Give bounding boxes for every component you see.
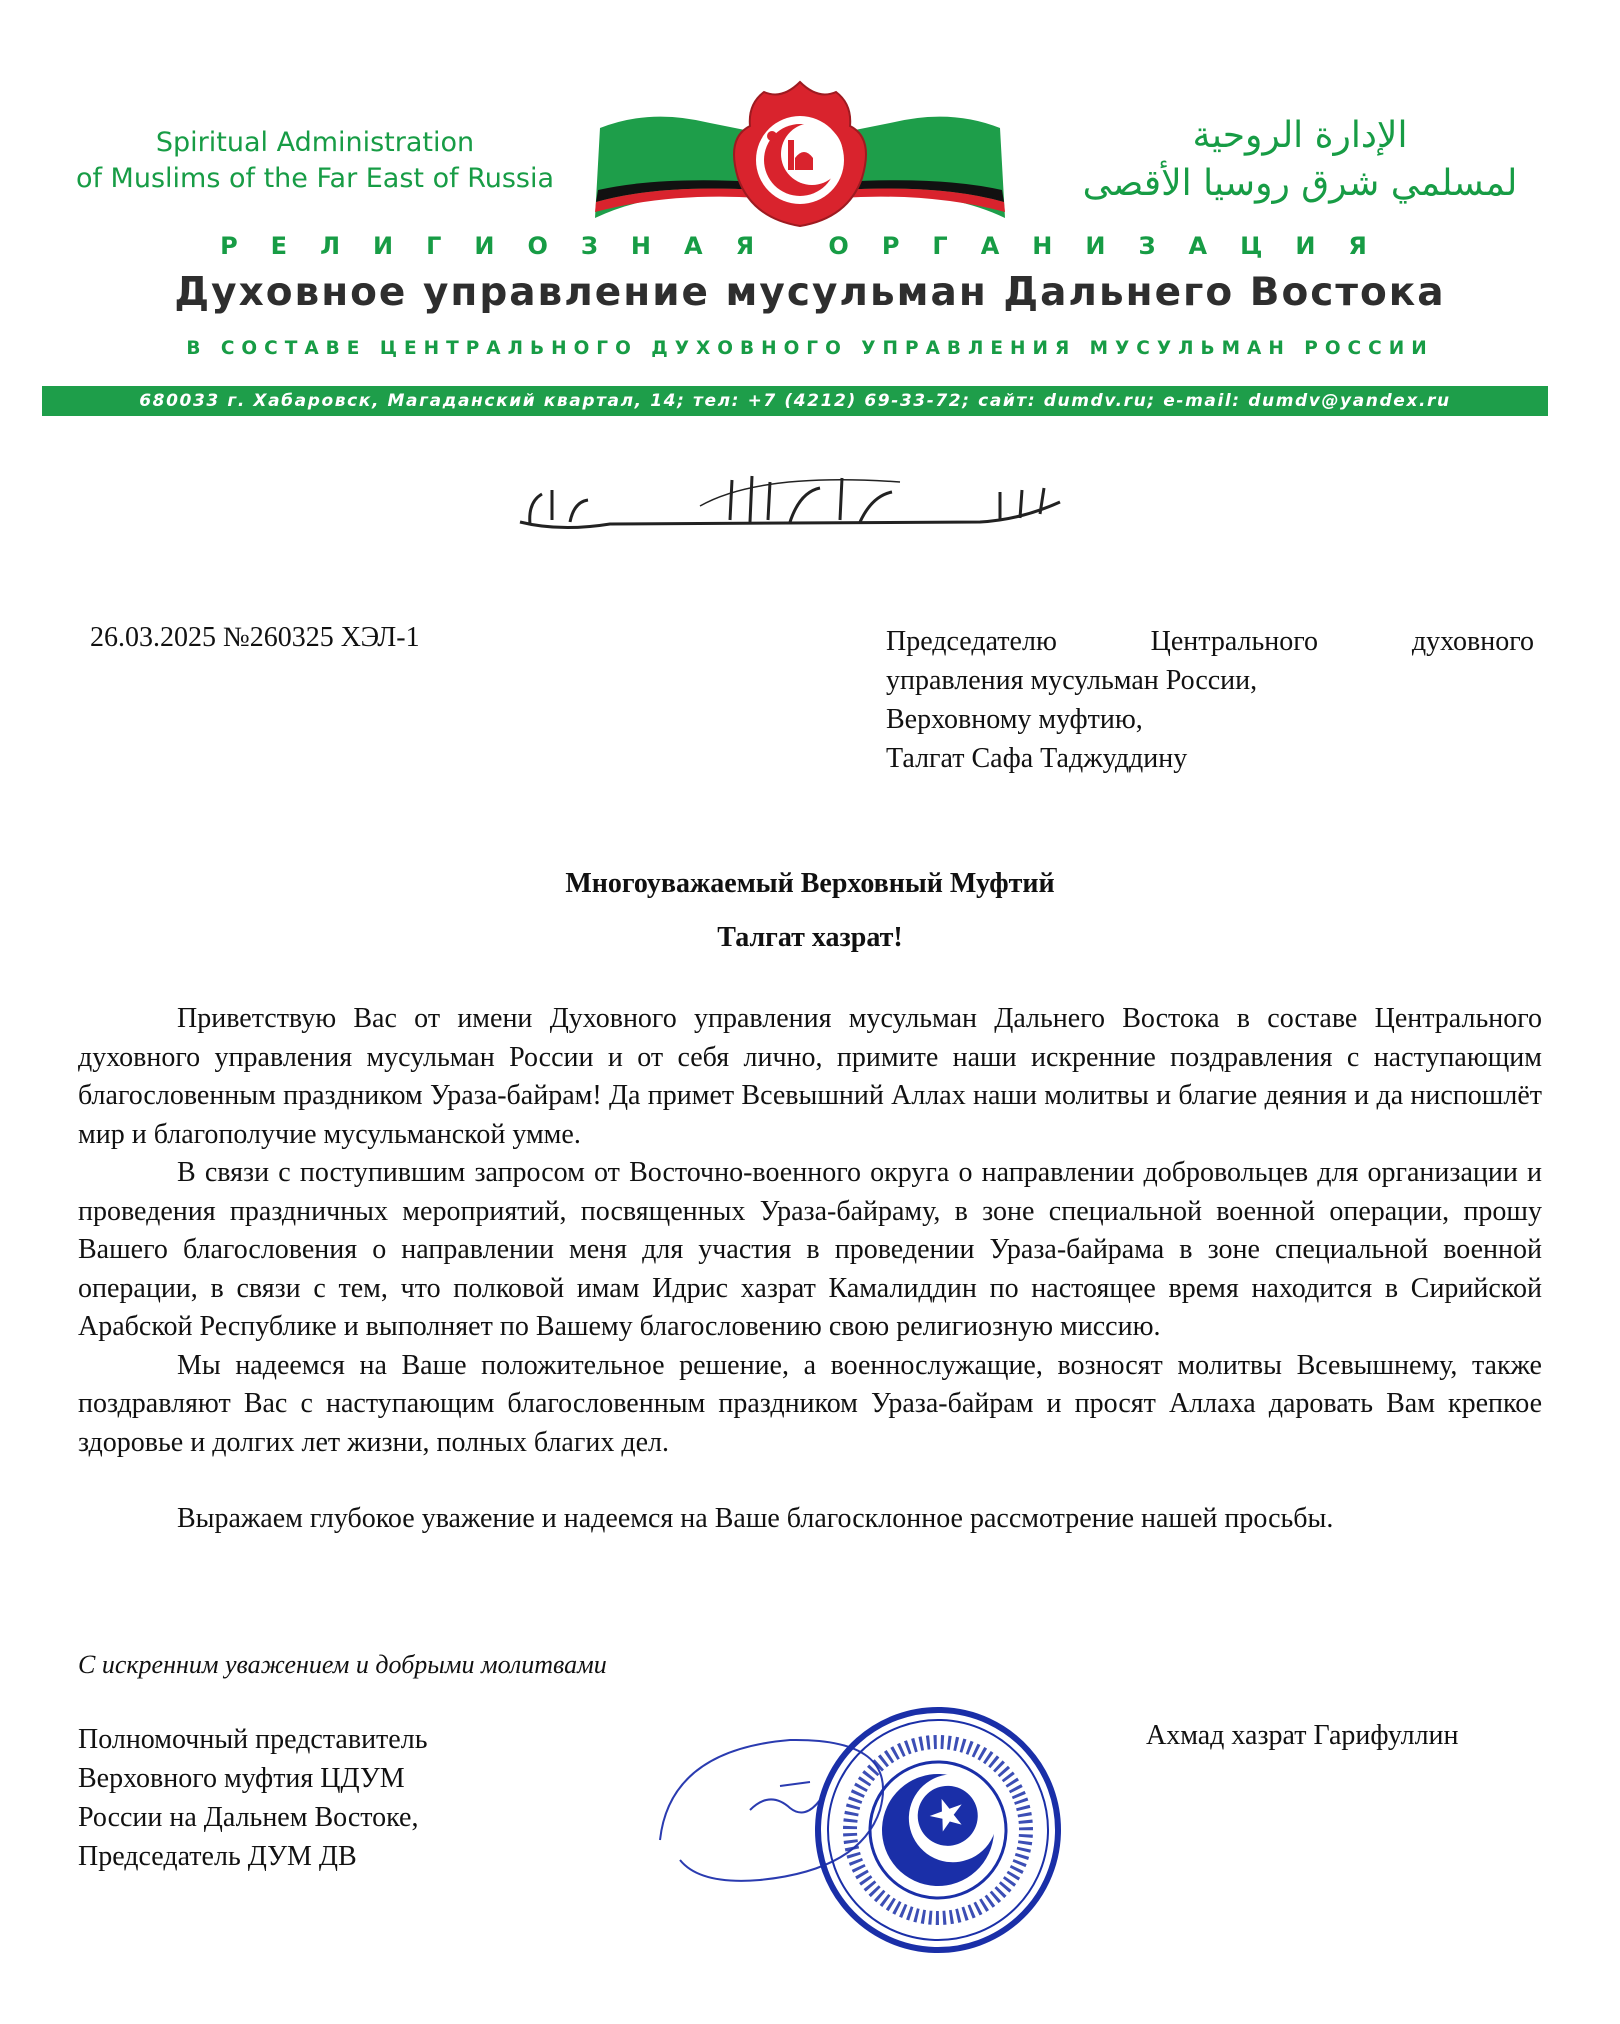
official-stamp bbox=[640, 1690, 1100, 1970]
signer-title-line: Полномочный представитель bbox=[78, 1724, 428, 1755]
english-org-name-line-1: Spiritual Administration bbox=[155, 127, 475, 158]
signer-title-line: Верховного муфтия ЦДУМ bbox=[78, 1763, 405, 1794]
signer-title-line: России на Дальнем Востоке, bbox=[78, 1802, 419, 1833]
signer-title bbox=[78, 1720, 427, 1876]
arabic-org-name-line-1: الإدارة الروحية bbox=[1192, 115, 1408, 156]
arabic-org-name bbox=[1030, 112, 1570, 208]
body-paragraph: Выражаем глубокое уважение и надеемся на Ваше благосклонное рассмотрение нашей просьбы. bbox=[177, 1503, 1334, 1534]
english-org-name bbox=[50, 125, 580, 197]
addressee-line: Верховному муфтию, bbox=[886, 704, 1143, 735]
addressee-block bbox=[886, 622, 1534, 778]
salutation-line-1: Многоуважаемый Верховный Муфтий bbox=[565, 868, 1055, 899]
org-subtitle: В СОСТАВЕ ЦЕНТРАЛЬНОГО ДУХОВНОГО УПРАВЛЕНИЯ МУСУЛЬМАН РОССИИ bbox=[186, 338, 1434, 359]
basmala-calligraphy bbox=[500, 462, 1100, 552]
address-bar bbox=[42, 386, 1548, 416]
signature-mark bbox=[660, 1740, 883, 1881]
signer-title-line: Председатель ДУМ ДВ bbox=[78, 1841, 357, 1872]
body-paragraph: Приветствую Вас от имени Духовного управления мусульман Дальнего Востока в составе Центрального духовного управления мусульман России и от себя лично, примите наши искренние поздравления с наступающим благословенным праздником Ураза-байрам! Да примет Всевышний Аллах наши молитвы и благие деяния и да ниспошлёт мир и благополучие мусульманской умме. bbox=[78, 1003, 1542, 1150]
document-reference: 26.03.2025 №260325 ХЭЛ-1 bbox=[90, 622, 420, 653]
emblem-logo bbox=[590, 78, 1010, 228]
signer-name: Ахмад хазрат Гарифуллин bbox=[1146, 1720, 1459, 1751]
org-type-label: РЕЛИГИОЗНАЯ ОРГАНИЗАЦИЯ bbox=[220, 232, 1400, 260]
addressee-line: Председателю Центрального духовного bbox=[886, 626, 1534, 657]
salutation-line-2: Талгат хазрат! bbox=[717, 922, 903, 953]
addressee-line: Талгат Сафа Таджуддину bbox=[886, 743, 1188, 774]
body-paragraph: В связи с поступившим запросом от Восточно-военного округа о направлении добровольцев для организации и проведения праздничных мероприятий, посвященных Ураза-байраму, в зоне специальной военной операции, прошу Вашего благословения о направлении меня для участия в проведении Ураза-байрама в зоне специальной военной операции, в связи с тем, что полковой имам Идрис хазрат Камалиддин по настоящее время находится в Сирийской Арабской Республике и выполняет по Вашему благословению свою религиозную миссию. bbox=[78, 1157, 1542, 1342]
body-paragraph: Мы надеемся на Ваше положительное решение, а военнослужащие, возносят молитвы Всевышнему, также поздравляют Вас с наступающим благословенным праздником Ураза-байрам и просят Аллаха даровать Вам крепкое здоровье и долгих лет жизни, полных благих дел. bbox=[78, 1349, 1542, 1458]
letter-body bbox=[78, 1000, 1542, 1539]
addressee-line: управления мусульман России, bbox=[886, 665, 1258, 696]
address-text: 680033 г. Хабаровск, Магаданский квартал, 14; тел: +7 (4212) 69-33-72; сайт: dumdv.ru; e-mail: dumdv@yandex.ru bbox=[139, 391, 1451, 411]
org-name-title: Духовное управление мусульман Дальнего Востока bbox=[174, 270, 1446, 315]
round-seal bbox=[784, 1690, 1092, 1970]
arabic-org-name-line-2: لمسلمي شرق روسيا الأقصى bbox=[1082, 163, 1518, 204]
closing-phrase: С искренним уважением и добрыми молитвами bbox=[78, 1650, 607, 1679]
mosque-icon bbox=[788, 140, 794, 170]
english-org-name-line-2: of Muslims of the Far East of Russia bbox=[75, 163, 555, 194]
